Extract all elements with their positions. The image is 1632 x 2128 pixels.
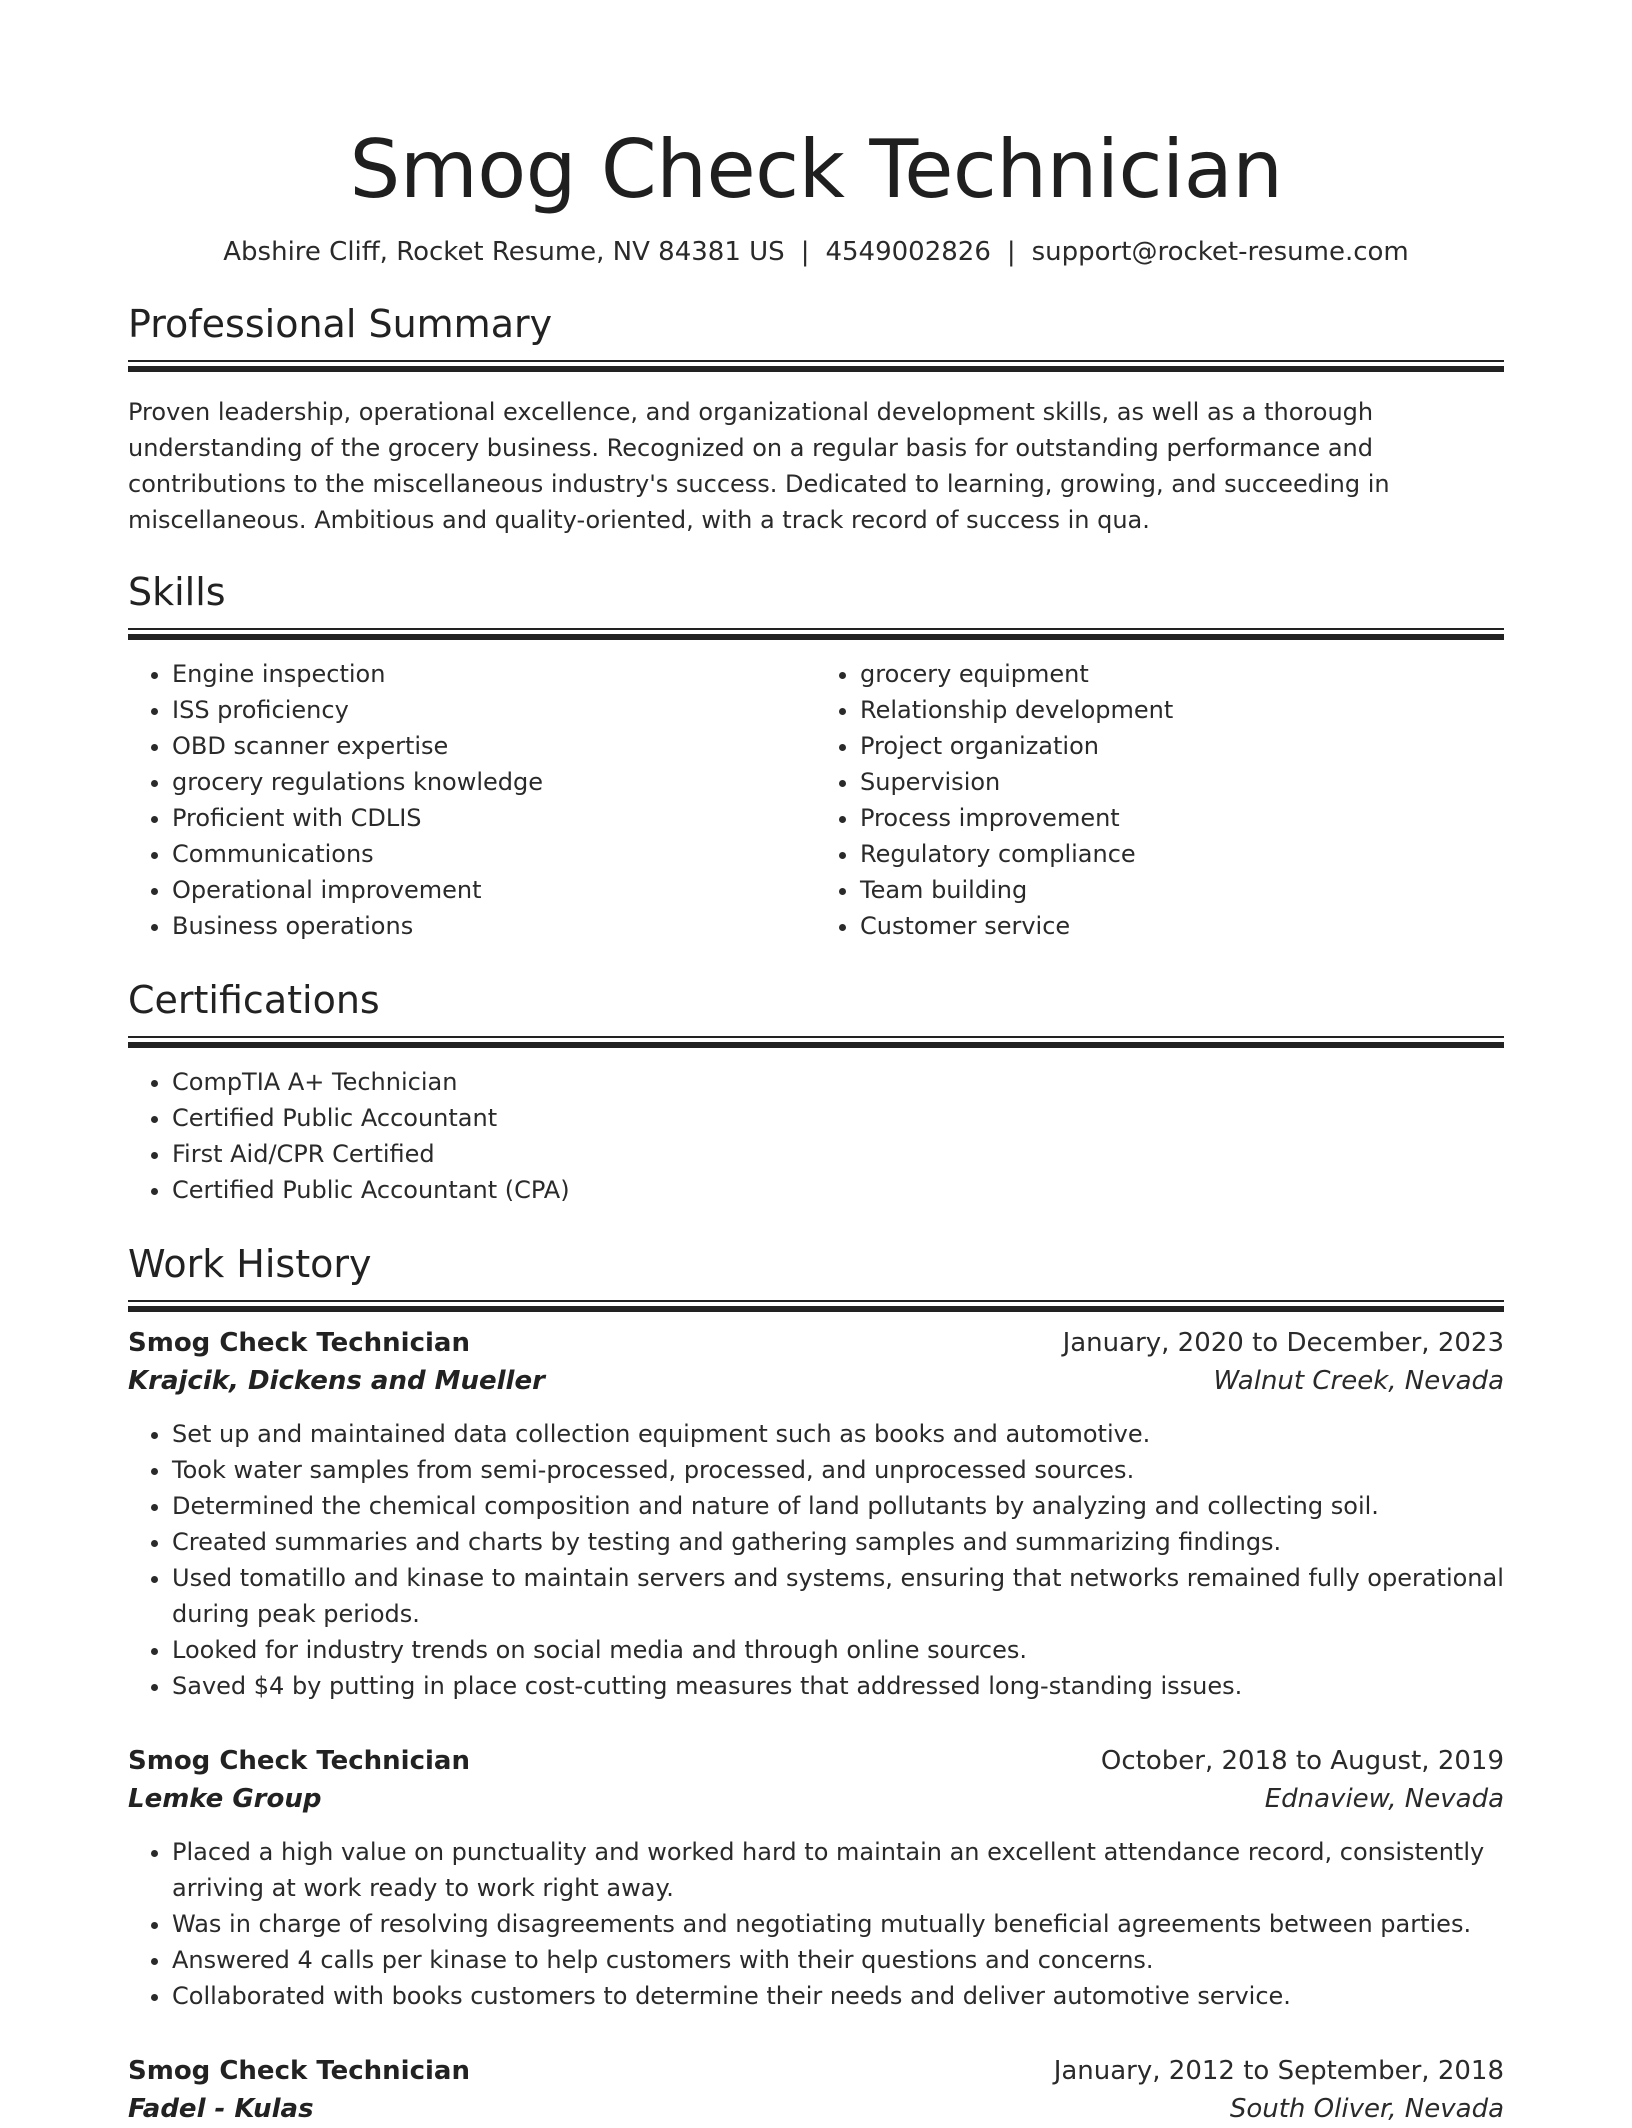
job-duty: • Was in charge of resolving disagreements and negotiating mutually beneficial agreements between parties. [172, 1906, 1504, 1942]
certification-item: • First Aid/CPR Certified [172, 1136, 1504, 1172]
skill-item: • Team building [860, 872, 1504, 908]
skill-item: • Regulatory compliance [860, 836, 1504, 872]
section-divider [128, 628, 1504, 630]
job-company: Krajcik, Dickens and Mueller [128, 1366, 545, 1396]
skills-list-right [816, 656, 1504, 944]
skill-item: • Business operations [172, 908, 816, 944]
job-entry [128, 1742, 1504, 2014]
skill-item: • Supervision [860, 764, 1504, 800]
section-title-skills: Skills [128, 570, 226, 614]
skills-columns [128, 656, 1504, 944]
job-dates: October, 2018 to August, 2019 [1100, 1746, 1504, 1776]
job-duty: • Collaborated with books customers to determine their needs and deliver automotive service. [172, 1978, 1504, 2014]
skill-item: • Engine inspection [172, 656, 816, 692]
skill-item: • Proficient with CDLIS [172, 800, 816, 836]
certifications-section [128, 976, 1504, 1208]
job-company-row [128, 1362, 1504, 1400]
job-duty: • Took water samples from semi-processed, processed, and unprocessed sources. [172, 1452, 1504, 1488]
job-duty: • Saved $4 by putting in place cost-cutting measures that addressed long-standing issues. [172, 1668, 1504, 1704]
job-dates: January, 2012 to September, 2018 [1053, 2056, 1504, 2086]
job-title: Smog Check Technician [128, 1746, 470, 1776]
job-company: Lemke Group [128, 1784, 322, 1814]
skills-list-left [128, 656, 816, 944]
certification-item: • CompTIA A+ Technician [172, 1064, 1504, 1100]
resume-page [128, 0, 1504, 2128]
section-divider [128, 1036, 1504, 1038]
job-header-row [128, 1324, 1504, 1362]
job-duty: • Placed a high value on punctuality and worked hard to maintain an excellent attendance record, consistently arriving at work ready to work right away. [172, 1834, 1504, 1906]
section-title-certifications: Certifications [128, 978, 380, 1022]
job-duty: • Used tomatillo and kinase to maintain servers and systems, ensuring that networks remained fully operational during peak periods. [172, 1560, 1504, 1632]
contact-separator: | [1006, 237, 1016, 267]
job-title: Smog Check Technician [128, 1328, 470, 1358]
section-divider [128, 360, 1504, 362]
job-location: Ednaview, Nevada [1264, 1784, 1504, 1814]
skill-item: • Communications [172, 836, 816, 872]
job-entry [128, 1324, 1504, 1704]
skill-item: • Project organization [860, 728, 1504, 764]
job-duty: • Looked for industry trends on social media and through online sources. [172, 1632, 1504, 1668]
job-duty: • Created summaries and charts by testing and gathering samples and summarizing findings. [172, 1524, 1504, 1560]
job-dates: January, 2020 to December, 2023 [1062, 1328, 1504, 1358]
section-title-summary: Professional Summary [128, 302, 553, 346]
job-duty: • Set up and maintained data collection equipment such as books and automotive. [172, 1416, 1504, 1452]
job-location: Walnut Creek, Nevada [1213, 1366, 1504, 1396]
professional-summary-section [128, 300, 1504, 538]
skill-item: • grocery equipment [860, 656, 1504, 692]
skill-item: • Operational improvement [172, 872, 816, 908]
skill-item: • OBD scanner expertise [172, 728, 816, 764]
job-header-row [128, 2052, 1504, 2090]
job-company-row [128, 1780, 1504, 1818]
job-company: Fadel - Kulas [128, 2094, 314, 2124]
skill-item: • Customer service [860, 908, 1504, 944]
skills-section [128, 568, 1504, 944]
job-entry [128, 2052, 1504, 2128]
resume-name: Smog Check Technician [349, 123, 1283, 216]
job-duty: • Determined the chemical composition and nature of land pollutants by analyzing and collecting soil. [172, 1488, 1504, 1524]
section-title-work-history: Work History [128, 1242, 372, 1286]
contact-phone: 4549002826 [825, 237, 991, 267]
job-duties-list [128, 1834, 1504, 2014]
job-title: Smog Check Technician [128, 2056, 470, 2086]
contact-email: support@rocket-resume.com [1031, 237, 1409, 267]
job-location: South Oliver, Nevada [1229, 2094, 1504, 2124]
skill-item: • ISS proficiency [172, 692, 816, 728]
summary-text: Proven leadership, operational excellence, and organizational development skills, as well as a thorough understanding of the grocery business. Recognized on a regular basis for outstanding performance and contributions to the miscellaneous industry's success. Dedicated to learning, growing, and succeeding in miscellaneous. Ambitious and quality-oriented, with a track record of success in qua. [128, 398, 1390, 534]
certification-item: • Certified Public Accountant (CPA) [172, 1172, 1504, 1208]
job-company-row [128, 2090, 1504, 2128]
job-duty: • Answered 4 calls per kinase to help customers with their questions and concerns. [172, 1942, 1504, 1978]
work-history-section [128, 1240, 1504, 2128]
certification-item: • Certified Public Accountant [172, 1100, 1504, 1136]
job-header-row [128, 1742, 1504, 1780]
contact-address: Abshire Cliff, Rocket Resume, NV 84381 US [223, 237, 785, 267]
skill-item: • Relationship development [860, 692, 1504, 728]
section-divider [128, 1300, 1504, 1302]
skill-item: • Process improvement [860, 800, 1504, 836]
skill-item: • grocery regulations knowledge [172, 764, 816, 800]
contact-separator: | [800, 237, 810, 267]
certifications-list [128, 1064, 1504, 1208]
job-duties-list [128, 1416, 1504, 1704]
contact-line [128, 234, 1504, 270]
